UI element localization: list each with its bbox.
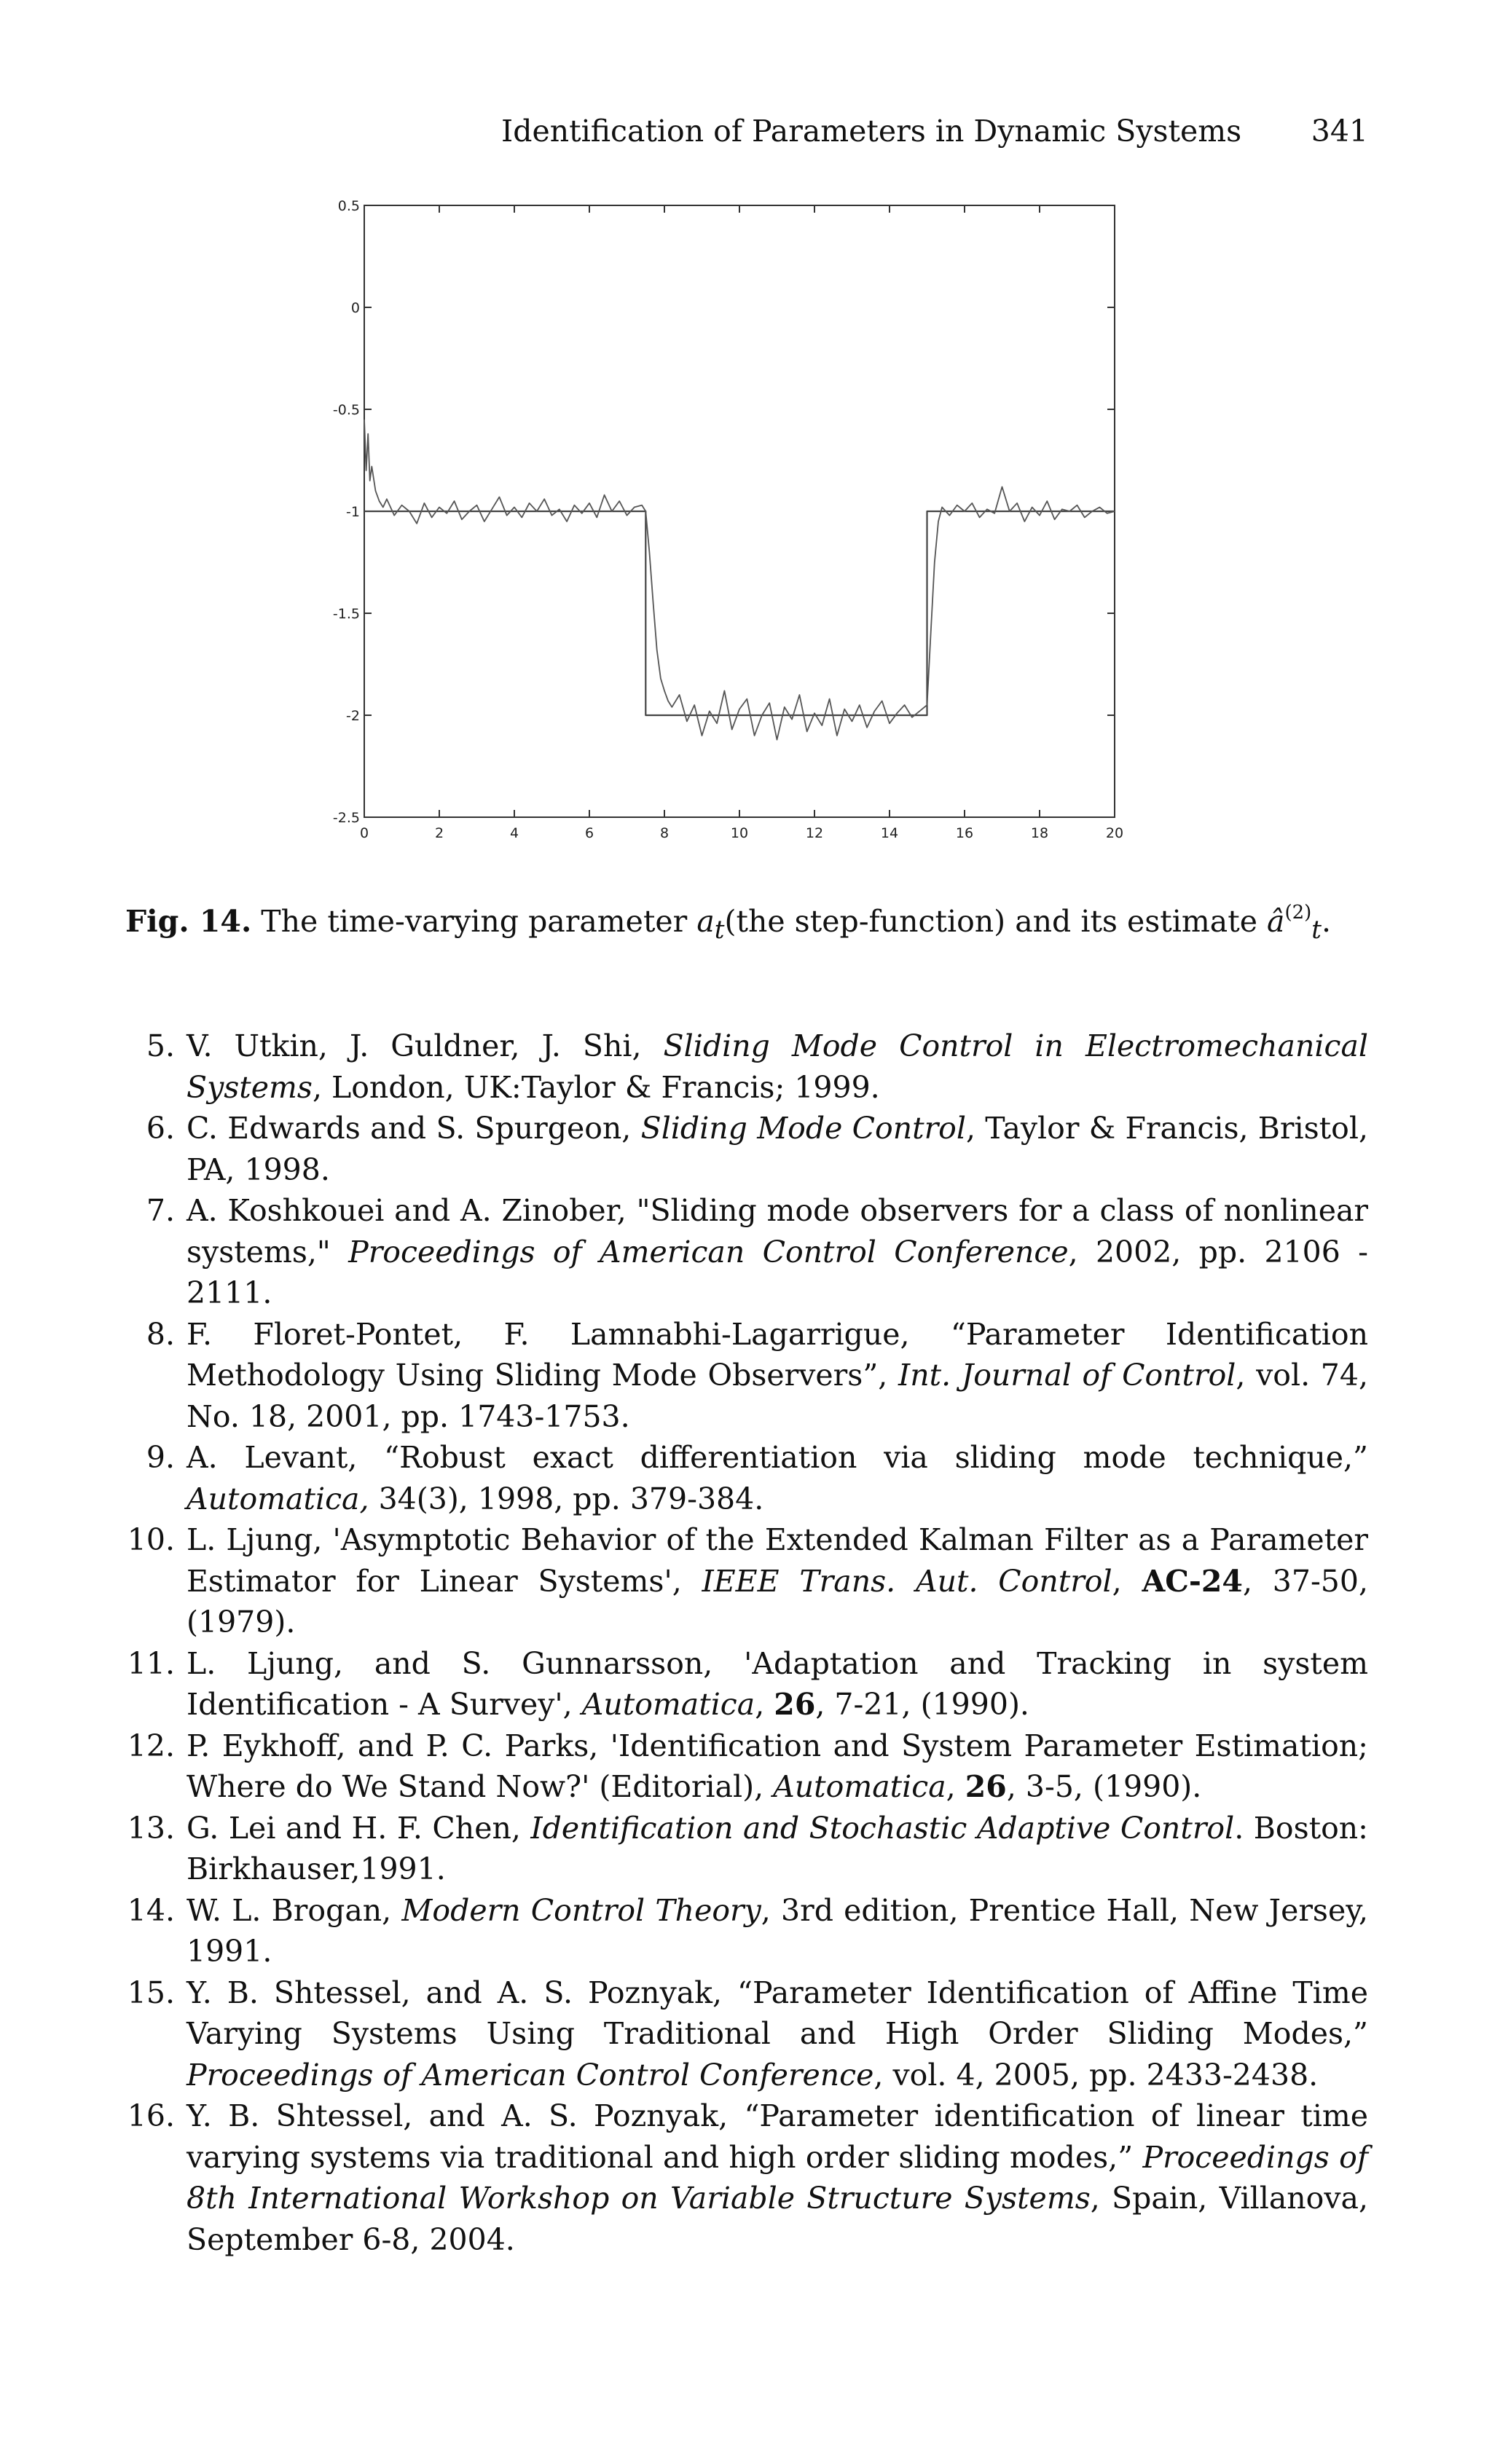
reference-it: Proceedings of 8th International Workshop on Variable Structure Systems <box>186 2139 1368 2216</box>
reference-text <box>186 1437 1368 1519</box>
reference-c: , 3-5, (1990). <box>1006 1769 1202 1804</box>
reference-number: 9. <box>146 1440 175 1475</box>
reference-text <box>186 1890 1368 1972</box>
reference-text <box>186 1643 1368 1725</box>
reference-b: , Spain, Villanova, September 6-8, 2004. <box>186 2181 1368 2257</box>
reference-number: 8. <box>146 1316 175 1352</box>
reference-a: L. Ljung, 'Asymptotic Behavior of the Extended Kalman Filter as a Parameter Estimator for Linear Systems', <box>186 1522 1368 1599</box>
reference-item <box>125 1808 1368 1890</box>
reference-it: Int. Journal of Control <box>898 1358 1236 1393</box>
reference-item <box>125 1643 1368 1725</box>
reference-item <box>125 1026 1368 1108</box>
y-tick-label: -2.5 <box>332 810 360 826</box>
y-tick-label: -1 <box>346 504 360 520</box>
reference-a: V. Utkin, J. Guldner, J. Shi, <box>186 1028 664 1063</box>
reference-a: A. Koshkouei and A. Zinober, "Sliding mode observers for a class of nonlinear systems," <box>186 1193 1368 1270</box>
reference-number: 5. <box>146 1028 175 1063</box>
x-tick-label: 6 <box>584 825 594 841</box>
x-tick-label: 18 <box>1030 825 1049 841</box>
x-tick-label: 4 <box>509 825 519 841</box>
x-tick-label: 2 <box>434 825 444 841</box>
reference-it: Automatica <box>773 1769 946 1804</box>
reference-number: 13. <box>127 1810 175 1846</box>
symbol-a-sub: t <box>714 916 725 945</box>
reference-it: Modern Control Theory <box>401 1892 761 1928</box>
reference-text <box>186 1190 1368 1314</box>
x-tick-label: 20 <box>1105 825 1124 841</box>
y-tick-label: 0.5 <box>337 198 360 214</box>
reference-b: , London, UK:Taylor & Francis; 1999. <box>312 1069 880 1105</box>
reference-text <box>186 1519 1368 1643</box>
reference-item <box>125 2095 1368 2260</box>
reference-item <box>125 1725 1368 1808</box>
reference-a: C. Edwards and S. Spurgeon, <box>186 1111 641 1146</box>
reference-item <box>125 1190 1368 1314</box>
reference-text <box>186 1725 1368 1808</box>
reference-number: 6. <box>146 1111 175 1146</box>
reference-number: 14. <box>127 1892 175 1928</box>
reference-a: W. L. Brogan, <box>186 1892 402 1928</box>
reference-number: 12. <box>127 1728 175 1763</box>
reference-it: Automatica, <box>186 1481 369 1516</box>
reference-b: , <box>755 1687 774 1722</box>
reference-text <box>186 2095 1368 2260</box>
page-number: 341 <box>1311 114 1368 149</box>
reference-c: , 7-21, (1990). <box>815 1687 1029 1722</box>
running-header <box>501 114 1368 149</box>
figure-label: Fig. 14. <box>125 904 252 939</box>
reference-b: , 2002, pp. 2106 - 2111. <box>186 1234 1368 1310</box>
symbol-a-hat-sup: (2) <box>1284 902 1312 924</box>
reference-text <box>186 1972 1368 2096</box>
reference-it: Sliding Mode Control <box>640 1111 966 1146</box>
reference-a: Y. B. Shtessel, and A. S. Poznyak, “Parameter identification of linear time varying systems via traditional and high order sliding modes,” <box>186 2098 1368 2175</box>
reference-b: , vol. 74, No. 18, 2001, pp. 1743-1753. <box>186 1358 1368 1434</box>
reference-item <box>125 1314 1368 1438</box>
reference-number: 16. <box>127 2098 175 2133</box>
reference-a: G. Lei and H. F. Chen, <box>186 1810 531 1846</box>
reference-bold: 26 <box>965 1769 1007 1804</box>
reference-b: . Boston: Birkhauser,1991. <box>186 1810 1368 1886</box>
y-tick-label: -1.5 <box>332 606 360 622</box>
reference-number: 15. <box>127 1975 175 2010</box>
reference-b: , Taylor & Francis, Bristol, PA, 1998. <box>186 1111 1368 1187</box>
reference-a: Y. B. Shtessel, and A. S. Poznyak, “Parameter Identification of Affine Time Varying Systems Using Traditional and High Order Sliding Modes,” <box>186 1975 1368 2051</box>
x-tick-label: 8 <box>659 825 670 841</box>
x-tick-label: 12 <box>805 825 824 841</box>
reference-text <box>186 1314 1368 1438</box>
reference-text <box>186 1108 1368 1190</box>
reference-a: P. Eykhoff, and P. C. Parks, 'Identification and System Parameter Estimation; Where do We Stand Now?' (Editorial), <box>186 1728 1368 1804</box>
caption-text-mid: (the step-function) and its estimate <box>724 904 1267 939</box>
reference-a: F. Floret-Pontet, F. Lamnabhi-Lagarrigue, “Parameter Identification Methodology Using Sliding Mode Observers”, <box>186 1316 1368 1393</box>
reference-it: Proceedings of American Control Conference <box>348 1234 1069 1270</box>
reference-number: 10. <box>127 1522 175 1557</box>
reference-it: Proceedings of American Control Conference <box>186 2057 874 2093</box>
reference-text <box>186 1026 1368 1108</box>
reference-item <box>125 1519 1368 1643</box>
reference-a: L. Ljung, and S. Gunnarsson, 'Adaptation and Tracking in system Identification - A Survey', <box>186 1645 1368 1722</box>
reference-b: , <box>946 1769 965 1804</box>
reference-b: , <box>1112 1563 1142 1599</box>
y-tick-label: 0 <box>350 300 360 316</box>
reference-it: Automatica <box>581 1687 755 1722</box>
reference-bold: AC-24 <box>1142 1563 1243 1599</box>
symbol-a: a <box>696 904 715 939</box>
x-tick-label: 10 <box>730 825 749 841</box>
reference-bold: 26 <box>774 1687 816 1722</box>
caption-text-before: The time-varying parameter <box>251 904 697 939</box>
reference-item <box>125 1108 1368 1190</box>
caption-text-end: . <box>1322 904 1332 939</box>
x-tick-label: 0 <box>359 825 369 841</box>
reference-number: 7. <box>146 1193 175 1228</box>
reference-text <box>186 1808 1368 1890</box>
reference-b: 34(3), 1998, pp. 379-384. <box>369 1481 764 1516</box>
reference-it: IEEE Trans. Aut. Control <box>702 1563 1112 1599</box>
reference-list <box>125 1026 1368 2260</box>
reference-number: 11. <box>127 1645 175 1681</box>
y-tick-label: -0.5 <box>332 402 360 418</box>
x-tick-label: 16 <box>955 825 974 841</box>
symbol-a-hat: â <box>1267 904 1285 939</box>
reference-it: Identification and Stochastic Adaptive Control <box>530 1810 1235 1846</box>
reference-b: , vol. 4, 2005, pp. 2433-2438. <box>873 2057 1319 2093</box>
reference-it: Sliding Mode Control in Electromechanical Systems <box>186 1028 1368 1105</box>
reference-b: , 3rd edition, Prentice Hall, New Jersey, 1991. <box>186 1892 1368 1969</box>
reference-item <box>125 1890 1368 1972</box>
reference-c: , 37-50, (1979). <box>186 1563 1368 1640</box>
parameter-estimate-chart <box>306 191 1144 861</box>
x-tick-label: 14 <box>880 825 899 841</box>
reference-item <box>125 1972 1368 2096</box>
reference-item <box>125 1437 1368 1519</box>
symbol-a-hat-sub: t <box>1311 916 1322 945</box>
reference-a: A. Levant, “Robust exact differentiation via sliding mode technique,” <box>186 1440 1368 1475</box>
figure-caption <box>125 902 1371 945</box>
running-title: Identification of Parameters in Dynamic Systems <box>501 114 1242 149</box>
y-tick-label: -2 <box>346 708 360 724</box>
